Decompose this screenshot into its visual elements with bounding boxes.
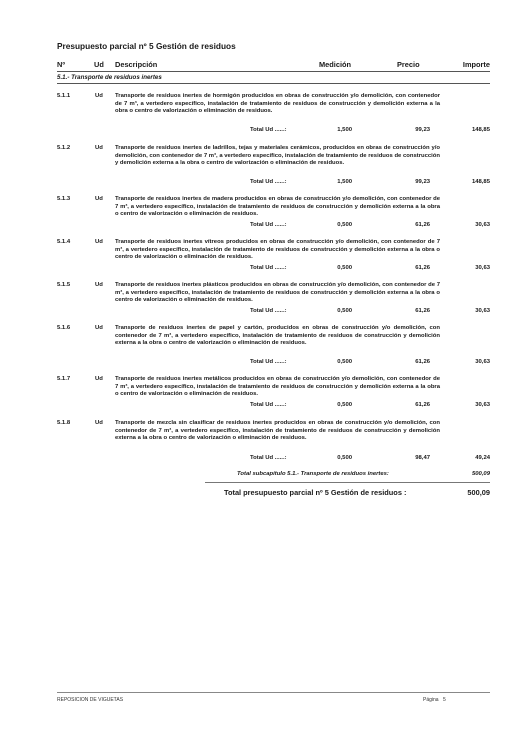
item-code: 5.1.6 bbox=[57, 325, 71, 331]
item-quantity: 0,500 bbox=[337, 359, 352, 365]
item-amount: 30,63 bbox=[475, 222, 490, 228]
item-price: 61,26 bbox=[415, 222, 430, 228]
item-description: Transporte de residuos inertes de madera producidos en obras de construcción y/o demolición, con contenedor de 7 m³, a vertedero específico, instalación de tratamiento de residuos de construcción y demolición externa a la obra o centro de valorización o eliminación de residuos. bbox=[115, 196, 440, 218]
item-unit: Ud bbox=[95, 93, 103, 99]
item-amount: 30,63 bbox=[475, 308, 490, 314]
item-quantity: 0,500 bbox=[337, 308, 352, 314]
item-description: Transporte de residuos inertes de papel y cartón, producidos en obras de construcción y/o demolición, con contenedor de 7 m³, a vertedero específico, instalación de tratamiento de residuos de construcción y demolición externa a la obra o centro de valorización o eliminación de residuos. bbox=[115, 325, 440, 347]
item-unit: Ud bbox=[95, 239, 103, 245]
page-title: Presupuesto parcial nº 5 Gestión de residuos bbox=[57, 41, 236, 51]
grand-total-label: Total presupuesto parcial nº 5 Gestión de residuos : bbox=[224, 488, 407, 497]
column-header-description: Descripción bbox=[115, 60, 158, 69]
chapter-rule bbox=[57, 83, 490, 84]
item-code: 5.1.4 bbox=[57, 239, 71, 245]
item-amount: 148,85 bbox=[471, 179, 490, 185]
item-price: 61,26 bbox=[415, 265, 430, 271]
item-price: 61,26 bbox=[415, 308, 430, 314]
item-quantity: 0,500 bbox=[337, 222, 352, 228]
item-quantity: 0,500 bbox=[337, 265, 352, 271]
item-total-label: Total Ud ......: bbox=[250, 179, 287, 185]
item-unit: Ud bbox=[95, 282, 103, 288]
item-price: 99,23 bbox=[415, 127, 430, 133]
item-price: 61,26 bbox=[415, 402, 430, 408]
column-header-medicion: Medición bbox=[319, 60, 352, 69]
item-unit: Ud bbox=[95, 196, 103, 202]
item-price: 99,23 bbox=[415, 179, 430, 185]
item-description: Transporte de residuos inertes de hormigón producidos en obras de construcción y/o demolición, con contenedor de 7 m³, a vertedero específico, instalación de tratamiento de residuos de construcción y demolición externa a la obra o centro de valorización o eliminación de residuos. bbox=[115, 93, 440, 115]
footer-project-name: REPOSICION DE VIGUETAS bbox=[57, 697, 124, 703]
item-description: Transporte de residuos inertes vítreos producidos en obras de construcción y/o demolición, con contenedor de 7 m³, a vertedero específico, instalación de tratamiento de residuos de construcción y demolición externa a la obra o centro de valorización o eliminación de residuos. bbox=[115, 239, 440, 261]
item-total-label: Total Ud ......: bbox=[250, 455, 287, 461]
chapter-title: 5.1.- Transporte de residuos inertes bbox=[57, 74, 162, 81]
item-amount: 148,85 bbox=[471, 127, 490, 133]
item-quantity: 0,500 bbox=[337, 455, 352, 461]
item-code: 5.1.7 bbox=[57, 376, 71, 382]
item-code: 5.1.5 bbox=[57, 282, 71, 288]
item-total-label: Total Ud ......: bbox=[250, 359, 287, 365]
item-quantity: 1,500 bbox=[337, 127, 352, 133]
item-total-label: Total Ud ......: bbox=[250, 402, 287, 408]
item-code: 5.1.1 bbox=[57, 93, 71, 99]
subtotal-rule bbox=[205, 482, 490, 483]
item-code: 5.1.2 bbox=[57, 145, 71, 151]
item-description: Transporte de residuos inertes metálicos producidos en obras de construcción y/o demolición, con contenedor de 7 m³, a vertedero específico, instalación de tratamiento de residuos de construcción y demolición externa a la obra o centro de valorización o eliminación de residuos. bbox=[115, 376, 440, 398]
item-unit: Ud bbox=[95, 145, 103, 151]
footer-rule bbox=[57, 692, 490, 693]
footer-page-label: Página bbox=[423, 697, 439, 703]
item-price: 98,47 bbox=[415, 455, 430, 461]
item-total-label: Total Ud ......: bbox=[250, 265, 287, 271]
item-unit: Ud bbox=[95, 325, 103, 331]
item-price: 61,26 bbox=[415, 359, 430, 365]
column-header-ud: Ud bbox=[94, 60, 104, 69]
item-quantity: 0,500 bbox=[337, 402, 352, 408]
footer-page-number: 5 bbox=[443, 697, 446, 703]
item-amount: 49,24 bbox=[475, 455, 490, 461]
item-amount: 30,63 bbox=[475, 402, 490, 408]
item-code: 5.1.8 bbox=[57, 420, 71, 426]
item-description: Transporte de mezcla sin clasificar de residuos inertes producidos en obras de construcción y/o demolición, con contenedor de 7 m³, a vertedero específico, instalación de tratamiento de residuos de construcción y demolición externa a la obra o centro de valorización o eliminación de residuos. bbox=[115, 420, 440, 442]
item-total-label: Total Ud ......: bbox=[250, 308, 287, 314]
item-amount: 30,63 bbox=[475, 265, 490, 271]
subtotal-label: Total subcapítulo 5.1.- Transporte de residuos inertes: bbox=[237, 471, 389, 477]
item-description: Transporte de residuos inertes de ladrillos, tejas y materiales cerámicos, producidos en obras de construcción y/o demolición, con contenedor de 7 m³, a vertedero específico, instalación de tratamiento de residuos de construcción y demolición externa a la obra o centro de valorización o eliminación de residuos. bbox=[115, 145, 440, 167]
item-total-label: Total Ud ......: bbox=[250, 127, 287, 133]
grand-total-amount: 500,09 bbox=[467, 488, 490, 497]
item-description: Transporte de residuos inertes plásticos producidos en obras de construcción y/o demolición, con contenedor de 7 m³, a vertedero específico, instalación de tratamiento de residuos de construcción y demolición externa a la obra o centro de valorización o eliminación de residuos. bbox=[115, 282, 440, 304]
item-amount: 30,63 bbox=[475, 359, 490, 365]
item-total-label: Total Ud ......: bbox=[250, 222, 287, 228]
column-header-precio: Precio bbox=[397, 60, 420, 69]
item-unit: Ud bbox=[95, 420, 103, 426]
item-code: 5.1.3 bbox=[57, 196, 71, 202]
column-header-importe: Importe bbox=[462, 60, 490, 69]
item-unit: Ud bbox=[95, 376, 103, 382]
column-header-no: Nº bbox=[57, 60, 66, 69]
subtotal-amount: 500,09 bbox=[471, 471, 490, 477]
header-rule bbox=[57, 71, 490, 72]
item-quantity: 1,500 bbox=[337, 179, 352, 185]
